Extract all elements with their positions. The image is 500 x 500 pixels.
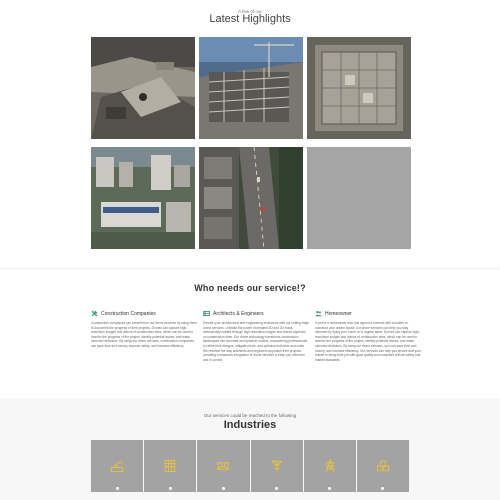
highlight-tile-building-frame[interactable] bbox=[199, 37, 303, 139]
industry-card-bridge[interactable] bbox=[197, 440, 249, 492]
card-indicator-dot bbox=[169, 487, 172, 490]
people-icon bbox=[315, 310, 322, 317]
highlight-tile-placeholder[interactable] bbox=[307, 147, 411, 249]
industry-card-power-tower[interactable] bbox=[304, 440, 356, 492]
highlights-grid bbox=[91, 37, 411, 249]
who-title: Who needs our service!? bbox=[194, 283, 306, 293]
industries-section bbox=[0, 398, 500, 500]
power-tower-icon bbox=[322, 458, 338, 474]
column-architects-engineers bbox=[203, 310, 309, 362]
card-indicator-dot bbox=[116, 487, 119, 490]
card-indicator-dot bbox=[381, 487, 384, 490]
building-frame-photo bbox=[199, 37, 303, 139]
column-homeowner bbox=[315, 310, 421, 362]
industry-card-mining[interactable] bbox=[251, 440, 303, 492]
column-body: If you're a homeowner who has signed a contract with a builder to construct your dream house, our drone services can help you stay informed by flying your home on a regular basis. Drones can capture high-resolution images and videos of construction sites, which can be used to monitor the progress of the project, identify potential issues, and make informed decisions. By using our drone services, you can save time and money, and increase efficiency. Our services can help you ensure that your builder is doing their job with good quality and compliant with all safety and market standards. bbox=[315, 321, 421, 362]
column-heading-text: Architects & Engineers bbox=[213, 310, 264, 317]
industry-card-construction[interactable] bbox=[91, 440, 143, 492]
column-construction-companies bbox=[91, 310, 197, 349]
construction-icon bbox=[109, 458, 125, 474]
road-aerial-photo bbox=[199, 147, 303, 249]
who-section bbox=[0, 268, 500, 398]
card-indicator-dot bbox=[328, 487, 331, 490]
warehouse-icon bbox=[375, 458, 391, 474]
column-heading-text: Construction Companies bbox=[101, 310, 156, 317]
highlights-title: Latest Highlights bbox=[209, 13, 291, 25]
mining-icon bbox=[269, 458, 285, 474]
highlights-eyebrow: A few of our bbox=[238, 9, 262, 14]
highlight-tile-site-plan[interactable] bbox=[307, 37, 411, 139]
industries-title: Industries bbox=[223, 419, 277, 431]
tools-icon bbox=[91, 310, 98, 317]
industry-card-building[interactable] bbox=[144, 440, 196, 492]
card-indicator-dot bbox=[222, 487, 225, 490]
card-indicator-dot bbox=[275, 487, 278, 490]
city-aerial-photo bbox=[91, 147, 195, 249]
column-heading bbox=[203, 310, 309, 317]
column-heading bbox=[315, 310, 421, 317]
highlight-tile-construction-site[interactable] bbox=[91, 37, 195, 139]
column-heading bbox=[91, 310, 197, 317]
industry-card-warehouse[interactable] bbox=[357, 440, 409, 492]
bridge-icon bbox=[215, 458, 231, 474]
highlight-tile-road-aerial[interactable] bbox=[199, 147, 303, 249]
column-body: Elevate your architectural and engineering endeavors with our cutting-edge drone services. Unleash the power of detailed 3D and 2D maps, meticulously crafted through high-resolution images and videos captured on construction sites. Our drone technology transforms construction landscapes into accurate and dynamic models, empowering professionals to refine their designs, mitigate errors, and optimize both time and costs. We redefine the way architects and engineers approach their projects, providing a seamless integration of drone services to keep you informed and in control. bbox=[203, 321, 309, 362]
column-heading-text: Homeowner bbox=[325, 310, 352, 317]
construction-site-photo bbox=[91, 37, 195, 139]
industries-row bbox=[91, 440, 409, 492]
site-plan-aerial-photo bbox=[307, 37, 411, 139]
industries-eyebrow: Our services could be reached to the following bbox=[203, 413, 297, 418]
highlight-tile-city-aerial[interactable] bbox=[91, 147, 195, 249]
placeholder-image bbox=[307, 147, 411, 249]
blueprint-icon bbox=[203, 310, 210, 317]
building-icon bbox=[162, 458, 178, 474]
column-body: Construction companies can benefit from our drone services by using them to document the progress of their projects. Drones can capture high-resolution images and videos of construction sites, which can be used to monitor the progress of the project, identify potential issues, and make informed decisions. By using our drone services, construction companies can save time and money, improve safety, and increase efficiency. bbox=[91, 321, 197, 348]
